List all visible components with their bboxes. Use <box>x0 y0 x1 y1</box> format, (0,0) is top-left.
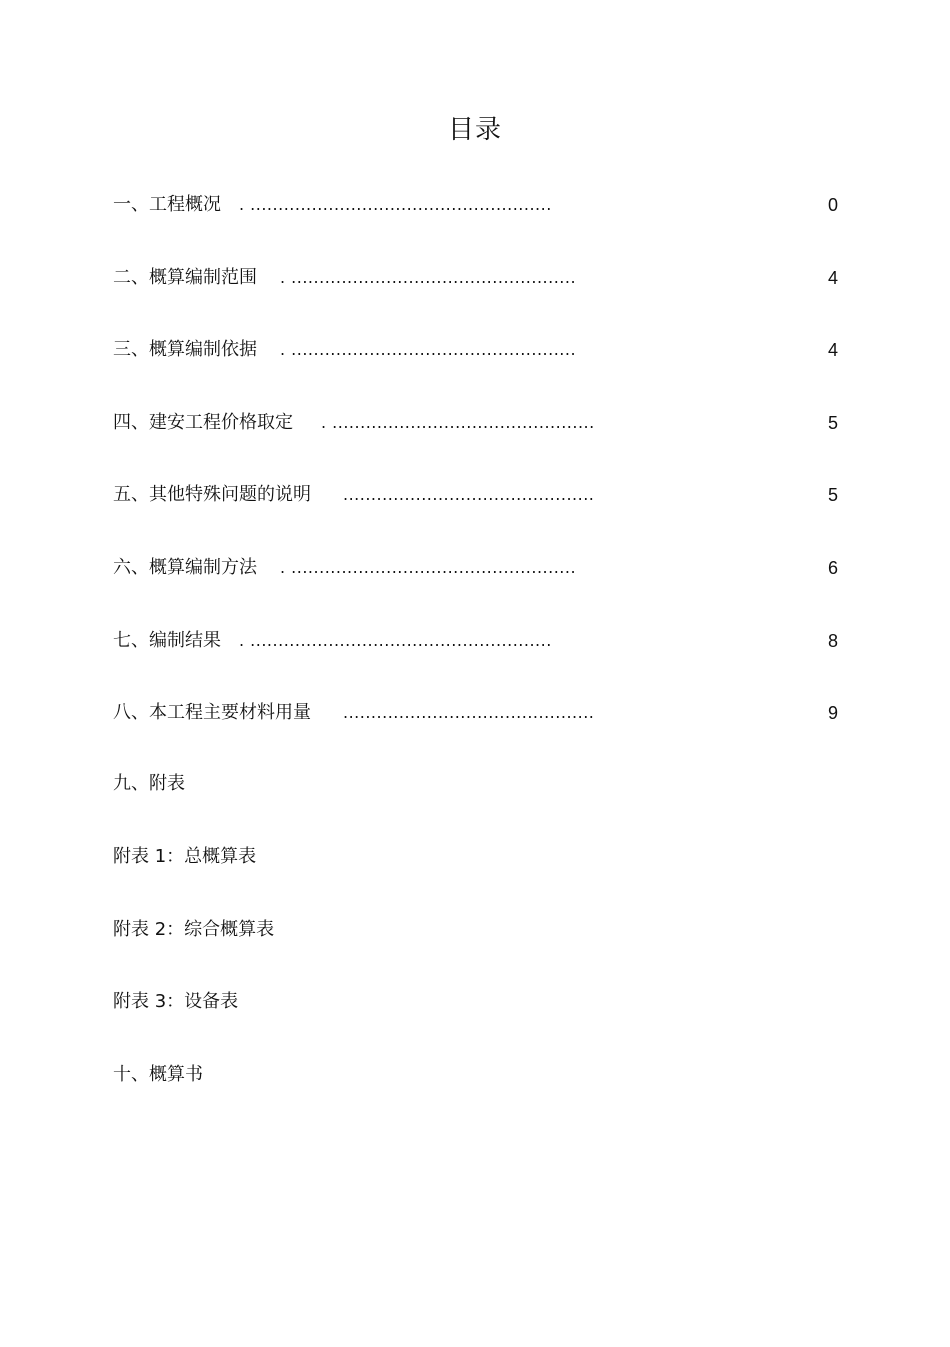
toc-page-number: 9 <box>827 703 838 724</box>
appendix-heading[interactable]: 九、附表 <box>113 773 185 794</box>
toc-page-number: 4 <box>827 340 838 361</box>
toc-entry-label: 一、工程概况 <box>113 194 221 215</box>
section-estimate-book[interactable]: 十、概算书 <box>113 1064 203 1085</box>
toc-leader-dots: ............................................. <box>343 485 595 505</box>
page-title: 目录 <box>447 115 502 145</box>
toc-page-number: 6 <box>827 557 838 578</box>
toc-leader-dots: . ...................................................... <box>239 195 552 214</box>
toc-entry-label: 六、概算编制方法 <box>113 556 257 578</box>
toc-entry-6[interactable] <box>113 551 838 624</box>
toc-entry-7[interactable] <box>113 624 838 697</box>
appendix-item-3[interactable]: 附表 3：设备表 <box>113 991 239 1012</box>
toc-entry-3[interactable] <box>113 333 838 406</box>
toc-leader-dots: . ................................................... <box>280 340 577 360</box>
toc-page-number: 5 <box>827 485 838 506</box>
toc-leader-dots: ............................................. <box>343 703 595 723</box>
toc-entry-label: 四、建安工程价格取定 <box>113 411 293 433</box>
toc-entry-label: 七、编制结果 <box>113 629 221 651</box>
toc-entry-label: 八、本工程主要材料用量 <box>113 702 311 724</box>
toc-leader-dots: . ................................................... <box>280 557 577 577</box>
toc-entry-label: 二、概算编制范围 <box>113 266 257 288</box>
toc-entry-2[interactable] <box>113 261 838 334</box>
appendix-item-2[interactable]: 附表 2：综合概算表 <box>113 919 275 940</box>
toc-entry-label: 三、概算编制依据 <box>113 339 257 361</box>
toc-entry-5[interactable] <box>113 478 838 551</box>
toc-page-number: 5 <box>827 412 838 433</box>
toc-entry-4[interactable] <box>113 406 838 479</box>
toc-leader-dots: . ............................................... <box>321 412 595 432</box>
toc-entry-8[interactable] <box>113 696 838 769</box>
toc-page-number: 0 <box>827 195 838 215</box>
toc-entry-label: 五、其他特殊问题的说明 <box>113 484 311 506</box>
toc-entry-1[interactable] <box>113 188 838 261</box>
appendix-item-1[interactable]: 附表 1：总概算表 <box>113 846 257 867</box>
toc-leader-dots: . ...................................................... <box>239 630 552 650</box>
toc-page-number: 8 <box>827 630 838 651</box>
toc-leader-dots: . ................................................... <box>280 267 577 287</box>
table-of-contents <box>113 188 838 769</box>
toc-page-number: 4 <box>827 267 838 288</box>
